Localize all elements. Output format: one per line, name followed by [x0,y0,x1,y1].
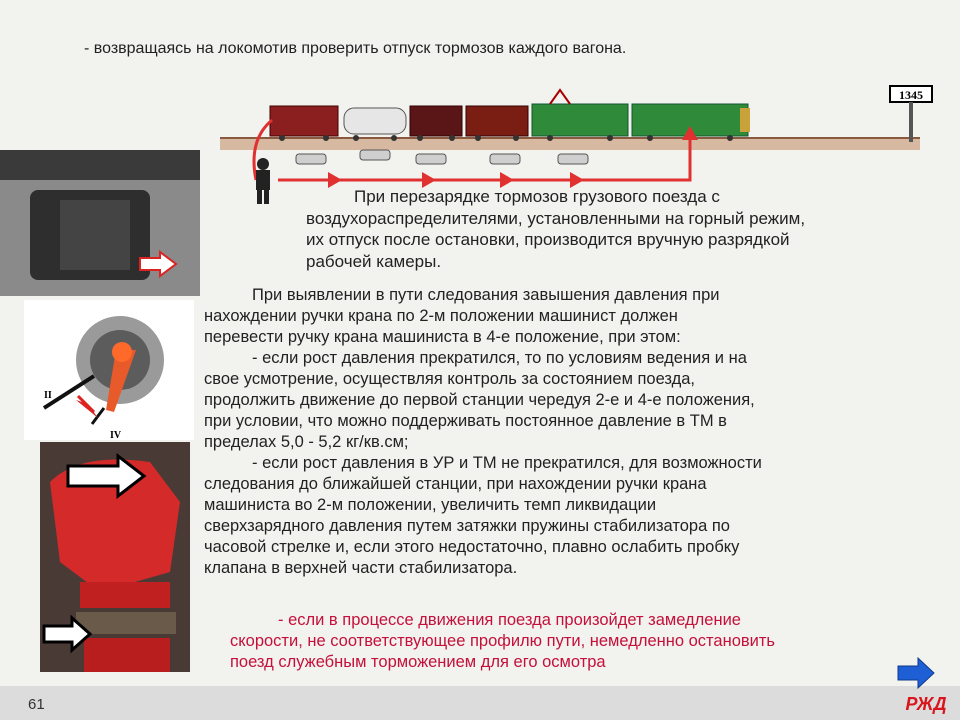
sign-number: 1345 [899,88,923,102]
top-instruction: - возвращаясь на локомотив проверить отпуск тормозов каждого вагона. [84,40,627,57]
page-number: 61 [28,696,45,713]
para2-line: нахождении ручки крана по 2-м положении машинист должен [204,307,678,325]
para2-line: часовой стрелке и, если этого недостаточно, плавно ослабить пробку [204,538,740,556]
stabilizer-photo [40,442,190,672]
footer-bar [0,686,960,720]
para2-line: следования до ближайшей станции, при нахождении ручки крана [204,475,707,493]
para2-line: сверхзарядного давления путем затяжки пружины стабилизатора по [204,517,730,535]
para1-line: При перезарядке тормозов грузового поезда с [354,187,720,206]
para1-line: их отпуск после остановки, производится вручную разрядкой [306,230,790,249]
worker-figure-icon [250,156,276,206]
para3-line: поезд служебным торможением для его осмотра [230,653,606,671]
logo-text: РЖД [905,694,947,714]
para2-line: - если рост давления прекратился, то по условиям ведения и на [252,349,747,367]
recharge-paragraph [306,186,926,272]
para2-line: пределах 5,0 - 5,2 кг/кв.см; [204,433,409,451]
distributor-photo [0,150,200,296]
para1-line: рабочей камеры. [306,251,442,271]
para2-line: перевести ручку крана машиниста в 4-е положение, при этом: [204,328,681,346]
brake-valve-photo [24,300,194,440]
para3-line: скорости, не соответствующее профилю пути, немедленно остановить [230,632,776,650]
para2-line: При выявлении в пути следования завышения давления при [252,286,720,304]
slowdown-paragraph [230,610,930,673]
position-2-label: II [44,390,52,401]
para3-line: - если в процессе движения поезда произойдет замедление [278,611,741,629]
position-4-label: IV [110,430,122,440]
train-scene [220,80,940,190]
para2-line: машиниста во 2-м положении, увеличить темп ликвидации [204,496,657,514]
para2-line: клапана в верхней части стабилизатора. [204,559,518,577]
rzd-logo [898,690,954,716]
para2-line: продолжить движение до первой станции чередуя 2-е и 4-е положения, [204,391,755,409]
para1-line: воздухораспределителями, установленными на горный режим, [306,208,806,228]
para2-line: - если рост давления в УР и ТМ не прекратился, для возможности [252,454,762,472]
pressure-paragraph [204,285,916,579]
para2-line: при условии, что можно поддерживать постоянное давление в ТМ в [204,412,727,430]
next-slide-arrow-icon[interactable] [896,656,936,690]
para2-line: свое усмотрение, осуществляя контроль за состоянием поезда, [204,370,696,388]
